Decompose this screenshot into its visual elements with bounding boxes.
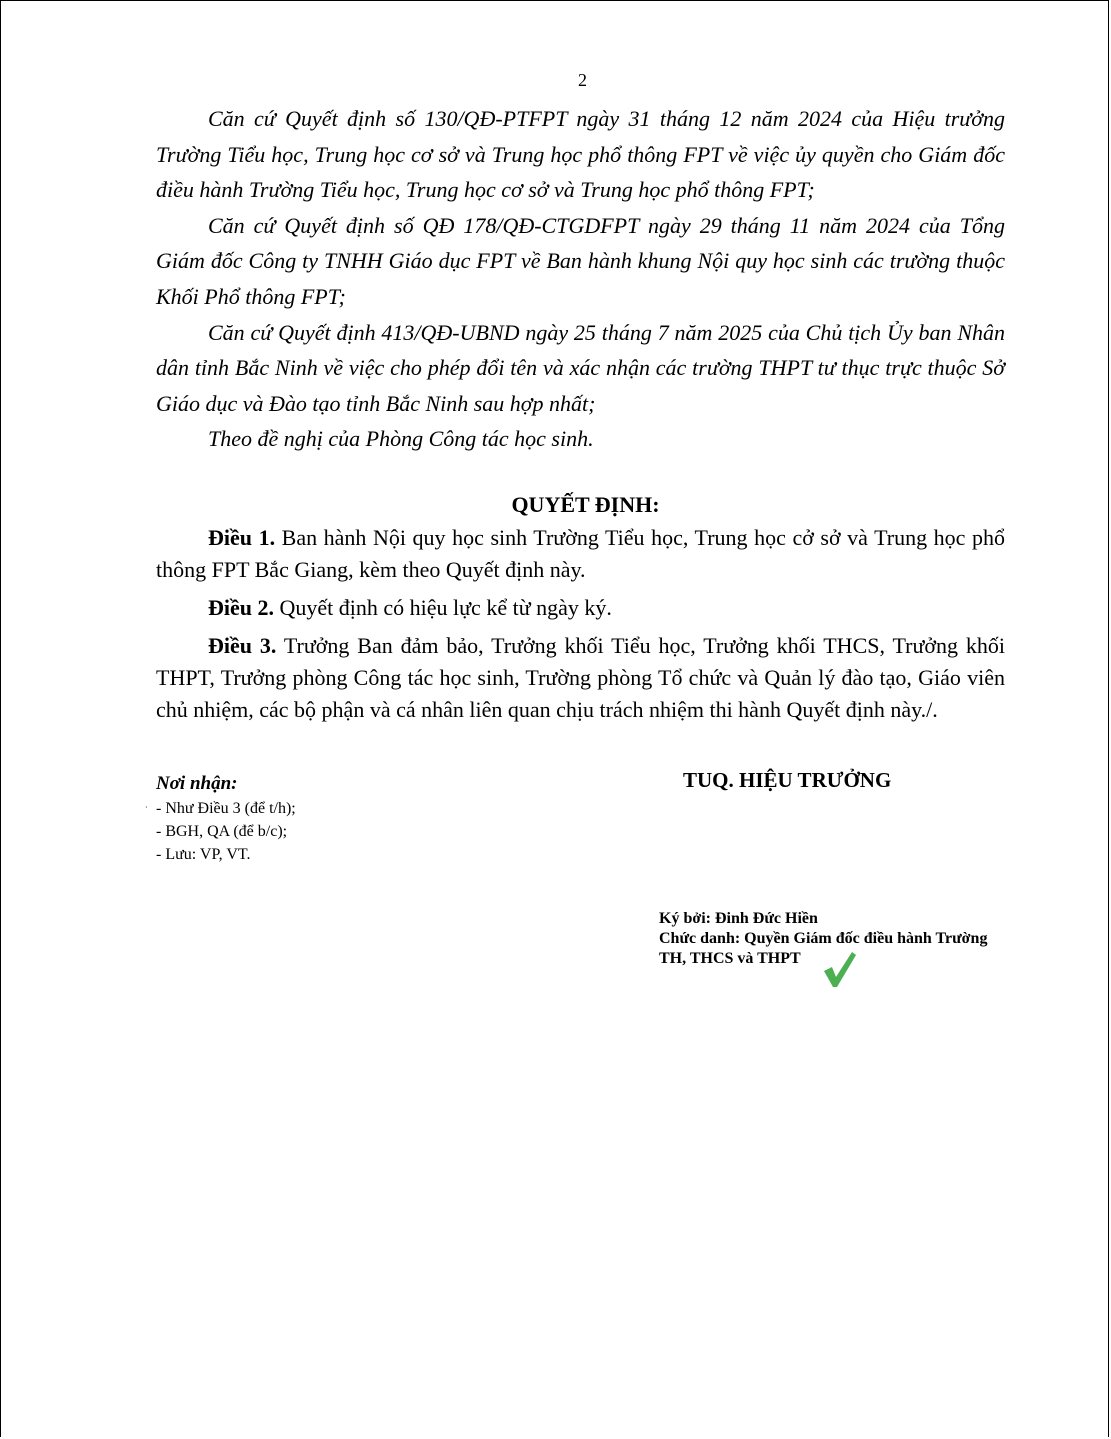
article-2-label: Điều 2. bbox=[208, 594, 274, 620]
article-2-text: Quyết định có hiệu lực kể từ ngày ký. bbox=[274, 594, 612, 620]
legal-basis-3: Căn cứ Quyết định 413/QĐ-UBND ngày 25 tháng 7 năm 2025 của Chủ tịch Ủy ban Nhân dân tỉnh Bắc Ninh về việc cho phép đổi tên và xác nhận các trường THPT tư thục trực thuộc Sở Giáo dục và Đào tạo tỉnh Bắc Ninh sau hợp nhất; bbox=[156, 319, 1005, 416]
recipient-item: - Như Điều 3 (để t/h); bbox=[156, 800, 296, 817]
recipient-item: - BGH, QA (để b/c); bbox=[156, 823, 288, 840]
signer-position-line-2: TH, THCS và THPT bbox=[659, 950, 801, 967]
article-3 bbox=[156, 630, 1005, 726]
article-1-text: Ban hành Nội quy học sinh Trường Tiểu học, Trung học cở sở và Trung học phổ thông FPT Bắc Giang, kèm theo Quyết định này. bbox=[156, 524, 1006, 582]
signer-position-line-1: Chức danh: Quyền Giám đốc điều hành Trường bbox=[659, 930, 988, 947]
page-number: 2 bbox=[578, 70, 587, 90]
checkmark-icon bbox=[821, 949, 857, 989]
article-1 bbox=[156, 522, 1005, 586]
article-2 bbox=[156, 592, 1005, 624]
recipients-title: Nơi nhận: bbox=[156, 773, 238, 794]
recipients-block bbox=[156, 771, 576, 866]
margin-mark: · bbox=[145, 803, 148, 812]
legal-basis-1: Căn cứ Quyết định số 130/QĐ-PTFPT ngày 31 tháng 12 năm 2024 của Hiệu trưởng Trường Tiểu học, Trung học cơ sở và Trung học phổ thông FPT về việc ủy quyền cho Giám đốc điều hành Trường Tiểu học, Trung học cơ sở và Trung học phổ thông FPT; bbox=[156, 106, 1005, 203]
document-body bbox=[156, 101, 1005, 726]
decision-heading: QUYẾT ĐỊNH: bbox=[511, 491, 660, 517]
recipient-item: - Lưu: VP, VT. bbox=[156, 846, 251, 863]
signed-by: Ký bởi: Đinh Đức Hiền bbox=[659, 910, 818, 927]
article-1-label: Điều 1. bbox=[208, 524, 276, 550]
legal-basis-proposal: Theo đề nghị của Phòng Công tác học sinh. bbox=[208, 426, 594, 452]
article-3-label: Điều 3. bbox=[208, 632, 277, 658]
article-3-text: Trưởng Ban đảm bảo, Trưởng khối Tiểu học, Trưởng khối THCS, Trưởng khối THPT, Trưởng phòng Công tác học sinh, Trường phòng Tổ chức và Quản lý đào tạo, Giáo viên chủ nhiệm, các bộ phận và cá nhân liên quan chịu trách nhiệm thi hành Quyết định này./. bbox=[156, 632, 1005, 722]
legal-basis-2: Căn cứ Quyết định số QĐ 178/QĐ-CTGDFPT ngày 29 tháng 11 năm 2024 của Tổng Giám đốc Công ty TNHH Giáo dục FPT về Ban hành khung Nội quy học sinh các trường thuộc Khối Phổ thông FPT; bbox=[156, 212, 1005, 309]
signer-title: TUQ. HIỆU TRƯỞNG bbox=[683, 768, 892, 792]
